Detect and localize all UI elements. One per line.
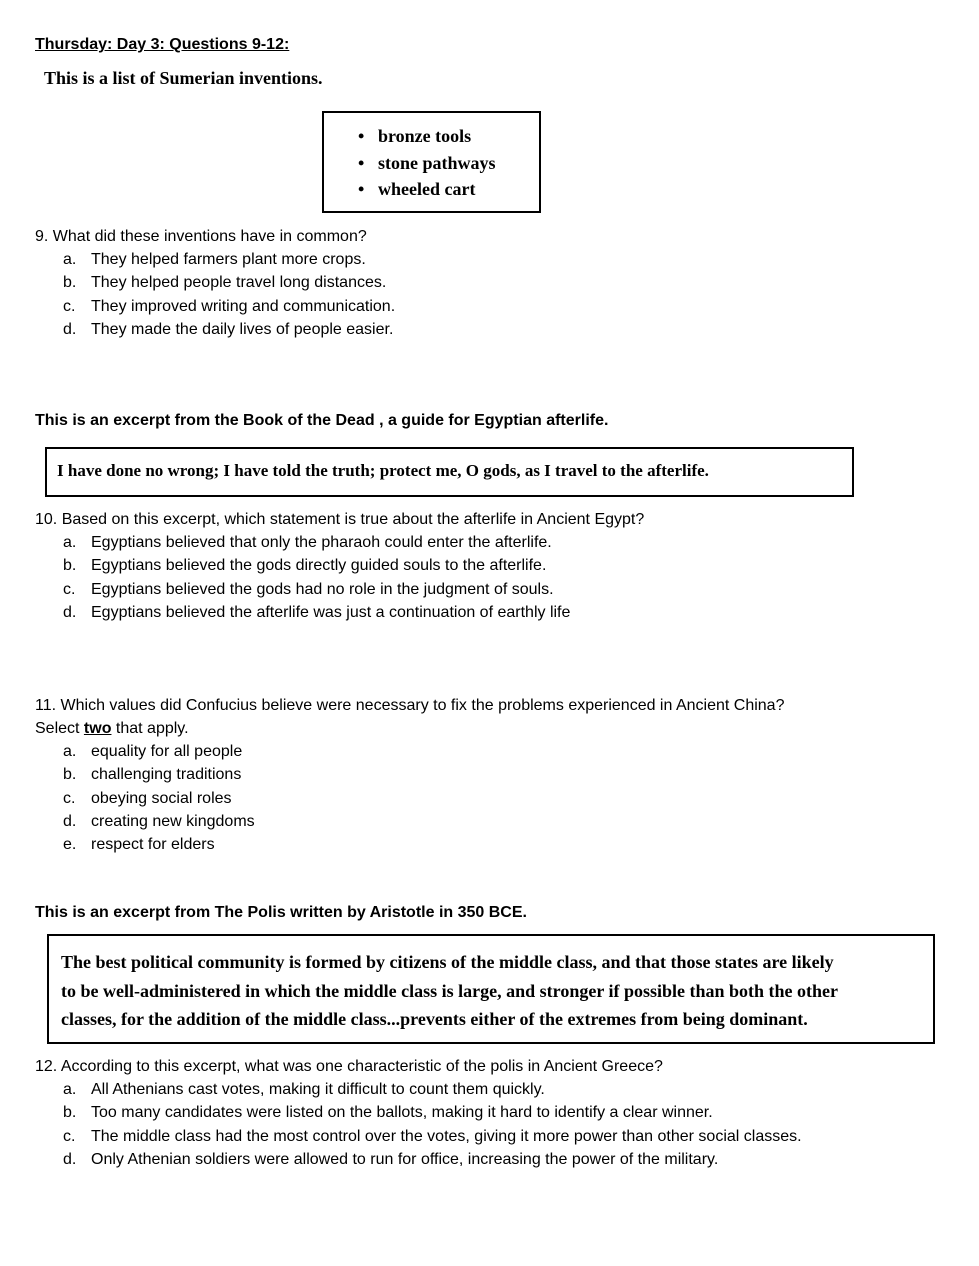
answer-option-a[interactable]: a. Egyptians believed that only the pharaoh could enter the afterlife. — [63, 534, 552, 551]
answer-option-b[interactable]: b. They helped people travel long distances. — [63, 274, 387, 292]
answer-option-b[interactable]: b. Egyptians believed the gods directly guided souls to the afterlife. — [63, 557, 547, 575]
list-item: • wheeled cart — [358, 176, 496, 203]
answer-option-c[interactable]: c. They improved writing and communication. — [63, 297, 396, 315]
question-stem: 10. Based on this excerpt, which statement is true about the afterlife in Ancient Egypt? — [35, 511, 645, 528]
answer-option-d[interactable]: d. Only Athenian soldiers were allowed to run for office, increasing the power of the military. — [63, 1150, 719, 1168]
list-item: • bronze tools — [358, 123, 496, 150]
question-stem: 11. Which values did Confucius believe were necessary to fix the problems experienced in Ancient China? — [35, 697, 785, 714]
answer-option-b[interactable]: b. challenging traditions — [63, 766, 242, 784]
answer-option-a[interactable]: a. They helped farmers plant more crops. — [63, 251, 366, 268]
section-intro-sumerian: This is a list of Sumerian inventions. — [44, 68, 323, 88]
answer-option-a[interactable]: a. equality for all people — [63, 743, 243, 760]
page-title: Thursday: Day 3: Questions 9-12: — [35, 36, 290, 53]
excerpt-box-book-of-the-dead — [45, 447, 854, 497]
answer-option-e[interactable]: e. respect for elders — [63, 836, 215, 854]
excerpt-box-polis — [47, 934, 935, 1044]
question-10 — [35, 508, 644, 624]
inventions-list — [358, 123, 496, 203]
question-stem: 9. What did these inventions have in common? — [35, 228, 367, 245]
inventions-box — [322, 111, 541, 213]
answer-option-d[interactable]: d. They made the daily lives of people easier. — [63, 320, 394, 338]
answer-options — [35, 248, 395, 341]
emphasis-two: two — [83, 720, 112, 737]
question-stem: 12. According to this excerpt, what was one characteristic of the polis in Ancient Greece? — [35, 1058, 663, 1075]
answer-option-d[interactable]: d. creating new kingdoms — [63, 812, 255, 830]
answer-options — [35, 531, 644, 624]
excerpt-quote: The best political community is formed by citizens of the middle class, and that those states are likely to be well-administered in which the middle class is large, and stronger if possible than both the other classes, for the addition of the middle class...prevents either of the extremes from being dominant. — [61, 952, 839, 1029]
excerpt-quote: I have done no wrong; I have told the truth; protect me, O gods, as I travel to the afterlife. — [57, 461, 709, 480]
section-intro-book-of-the-dead: This is an excerpt from the Book of the Dead , a guide for Egyptian afterlife. — [35, 412, 609, 429]
list-item: • stone pathways — [358, 150, 496, 177]
answer-option-a[interactable]: a. All Athenians cast votes, making it difficult to count them quickly. — [63, 1081, 545, 1098]
answer-options — [35, 740, 784, 856]
question-instruction: Select two that apply. — [35, 720, 189, 737]
answer-option-c[interactable]: c. The middle class had the most control over the votes, giving it more power than other social classes. — [63, 1127, 802, 1145]
answer-option-c[interactable]: c. Egyptians believed the gods had no role in the judgment of souls. — [63, 580, 554, 598]
bullet-icon: • — [358, 179, 365, 199]
question-12 — [35, 1055, 802, 1171]
answer-option-d[interactable]: d. Egyptians believed the afterlife was just a continuation of earthly life — [63, 603, 571, 621]
answer-options — [35, 1078, 802, 1171]
answer-option-b[interactable]: b. Too many candidates were listed on the ballots, making it hard to identify a clear winner. — [63, 1104, 713, 1122]
question-11 — [35, 694, 784, 856]
bullet-icon: • — [358, 126, 365, 146]
section-intro-polis: This is an excerpt from The Polis written by Aristotle in 350 BCE. — [35, 904, 527, 921]
question-9 — [35, 225, 395, 341]
answer-option-c[interactable]: c. obeying social roles — [63, 789, 232, 807]
bullet-icon: • — [358, 152, 365, 173]
